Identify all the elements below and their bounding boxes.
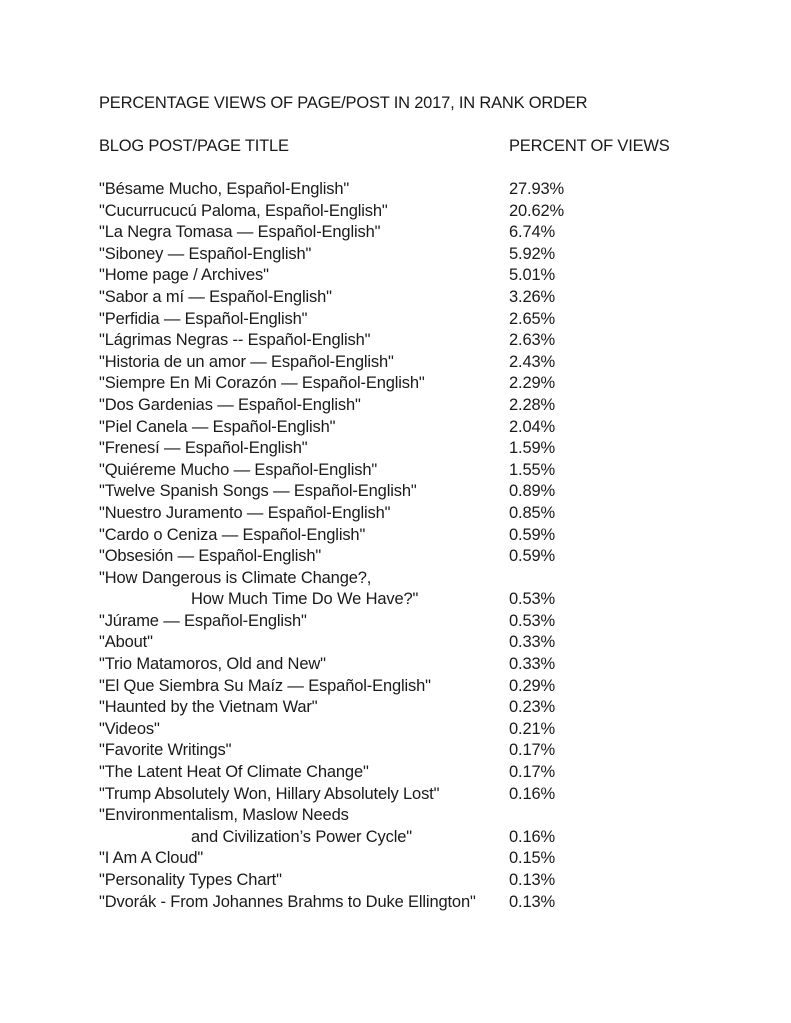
table-body: [99, 179, 739, 913]
post-title-line: "Frenesí — Español-English": [99, 439, 308, 458]
table-row: [99, 632, 739, 654]
percent-of-views: 2.04%: [509, 417, 556, 436]
percent-of-views: 1.59%: [509, 439, 556, 458]
percent-of-views: 27.93%: [509, 180, 565, 198]
post-title-line: "Nuestro Juramento — Español-English": [99, 503, 391, 522]
percent-of-views: 3.26%: [509, 287, 556, 306]
table-row: [99, 460, 739, 482]
post-title-continuation: How Much Time Do We Have?": [191, 590, 419, 609]
post-title-line: "Trio Matamoros, Old and New": [99, 655, 326, 674]
table-row: [99, 611, 739, 633]
post-title-line: "Favorite Writings": [99, 741, 232, 760]
table-row: [99, 676, 739, 698]
post-title-continuation: and Civilization’s Power Cycle": [191, 827, 412, 846]
post-title: [99, 309, 739, 331]
post-title-line: "Obsesión — Español-English": [99, 547, 322, 566]
percent-of-views: 2.29%: [509, 374, 556, 393]
post-title: [99, 287, 739, 309]
post-title-line: "Trump Absolutely Won, Hillary Absolutely Lost": [99, 784, 440, 803]
table-row: [99, 201, 739, 223]
percent-of-views: 0.85%: [509, 503, 556, 522]
post-title-line: "Home page / Archives": [99, 266, 269, 285]
percent-of-views: 0.59%: [509, 547, 556, 566]
post-title: [99, 632, 739, 654]
percent-of-views: 0.29%: [509, 676, 556, 695]
post-title-line: "Cucurrucucú Paloma, Español-English": [99, 201, 388, 220]
post-title: [99, 330, 739, 352]
table-row: [99, 244, 739, 266]
post-title: [99, 697, 739, 719]
post-title-line: "Dvorák - From Johannes Brahms to Duke Ellington": [99, 892, 476, 911]
percent-of-views: 0.33%: [509, 633, 556, 652]
post-title-line: "Haunted by the Vietnam War": [99, 698, 318, 717]
post-title-line: "Lágrimas Negras -- Español-English": [99, 331, 371, 350]
table-row: [99, 697, 739, 719]
document-title: PERCENTAGE VIEWS OF PAGE/POST IN 2017, IN RANK ORDER: [99, 94, 588, 112]
table-row: [99, 740, 739, 762]
percent-of-views: 0.53%: [509, 611, 556, 630]
percent-of-views: 0.17%: [509, 741, 556, 760]
table-row: [99, 784, 739, 806]
percent-of-views: 0.15%: [509, 849, 556, 868]
post-title: [99, 201, 739, 223]
table-row: [99, 525, 739, 547]
table-row: [99, 417, 739, 439]
table-row: [99, 654, 739, 676]
percent-of-views: 0.53%: [509, 590, 556, 609]
post-title-line: "I Am A Cloud": [99, 849, 204, 868]
percent-of-views: 0.23%: [509, 698, 556, 717]
post-title: [99, 179, 739, 201]
post-title-line: "El Que Siembra Su Maíz — Español-English": [99, 676, 431, 695]
percent-of-views: 5.92%: [509, 244, 556, 263]
table-row: [99, 546, 739, 568]
post-title-line: "Personality Types Chart": [99, 871, 282, 889]
table-row: [99, 265, 739, 287]
post-title: [99, 611, 739, 633]
post-title: [99, 438, 739, 460]
table-row: [99, 373, 739, 395]
post-title-line: "Videos": [99, 719, 160, 738]
column-header-percent: PERCENT OF VIEWS: [509, 137, 670, 155]
table-row: [99, 481, 739, 503]
post-title: [99, 417, 739, 439]
percent-of-views: 2.65%: [509, 309, 556, 328]
post-title-line: "Historia de un amor — Español-English": [99, 352, 394, 371]
table-row: [99, 805, 739, 848]
table-row: [99, 438, 739, 460]
table-row: [99, 395, 739, 417]
post-title: [99, 805, 739, 848]
post-title: [99, 525, 739, 547]
percent-of-views: 0.17%: [509, 763, 556, 782]
post-title: [99, 762, 739, 784]
percent-of-views: 0.13%: [509, 871, 556, 889]
table-row: [99, 870, 739, 892]
post-title-line: "About": [99, 633, 153, 652]
percent-of-views: 20.62%: [509, 201, 565, 220]
post-title-line: "Piel Canela — Español-English": [99, 417, 336, 436]
post-title-line: "Cardo o Ceniza — Español-English": [99, 525, 366, 544]
post-title: [99, 654, 739, 676]
percent-of-views: 0.16%: [509, 784, 556, 803]
post-title-line: "Perfidia — Español-English": [99, 309, 308, 328]
post-title-line: "How Dangerous is Climate Change?,: [99, 568, 372, 587]
post-title-line: "Twelve Spanish Songs — Español-English": [99, 482, 417, 501]
percent-of-views: 0.21%: [509, 719, 556, 738]
post-title-line: "Siboney — Español-English": [99, 244, 312, 263]
post-title-line: "Quiéreme Mucho — Español-English": [99, 460, 378, 479]
post-title: [99, 848, 739, 870]
table-row: [99, 719, 739, 741]
table-row: [99, 892, 739, 914]
table-header: [99, 136, 739, 156]
percent-of-views: 1.55%: [509, 460, 556, 479]
post-title: [99, 373, 739, 395]
table-row: [99, 287, 739, 309]
percent-of-views: 0.13%: [509, 892, 556, 911]
table-row: [99, 222, 739, 244]
post-title: [99, 546, 739, 568]
table-row: [99, 352, 739, 374]
post-title: [99, 784, 739, 806]
percent-of-views: 0.16%: [509, 827, 556, 846]
table-row: [99, 503, 739, 525]
post-title: [99, 481, 739, 503]
table-row: [99, 848, 739, 870]
post-title: [99, 352, 739, 374]
post-title: [99, 395, 739, 417]
post-title: [99, 222, 739, 244]
post-title: [99, 265, 739, 287]
post-title: [99, 719, 739, 741]
post-title: [99, 740, 739, 762]
document-page: [99, 93, 739, 913]
percent-of-views: 2.28%: [509, 395, 556, 414]
post-title-line: "Bésame Mucho, Español-English": [99, 180, 350, 198]
post-title-line: "Siempre En Mi Corazón — Español-English": [99, 374, 425, 393]
table-row: [99, 762, 739, 784]
post-title: [99, 244, 739, 266]
post-title: [99, 870, 739, 892]
percent-of-views: 2.43%: [509, 352, 556, 371]
column-header-title: BLOG POST/PAGE TITLE: [99, 137, 289, 155]
post-title-line: "The Latent Heat Of Climate Change": [99, 763, 369, 782]
post-title-line: "Sabor a mí — Español-English": [99, 287, 332, 306]
post-title: [99, 568, 739, 611]
post-title-line: "Environmentalism, Maslow Needs: [99, 806, 349, 825]
percent-of-views: 6.74%: [509, 223, 556, 242]
post-title: [99, 892, 739, 914]
post-title: [99, 460, 739, 482]
post-title: [99, 503, 739, 525]
table-row: [99, 179, 739, 201]
post-title-line: "Júrame — Español-English": [99, 611, 307, 630]
table-row: [99, 568, 739, 611]
post-title-line: "Dos Gardenias — Español-English": [99, 395, 361, 414]
post-title-line: "La Negra Tomasa — Español-English": [99, 223, 381, 242]
percent-of-views: 0.33%: [509, 655, 556, 674]
table-row: [99, 330, 739, 352]
percent-of-views: 0.59%: [509, 525, 556, 544]
percent-of-views: 5.01%: [509, 266, 556, 285]
percent-of-views: 0.89%: [509, 482, 556, 501]
percent-of-views: 2.63%: [509, 331, 556, 350]
post-title: [99, 676, 739, 698]
table-row: [99, 309, 739, 331]
